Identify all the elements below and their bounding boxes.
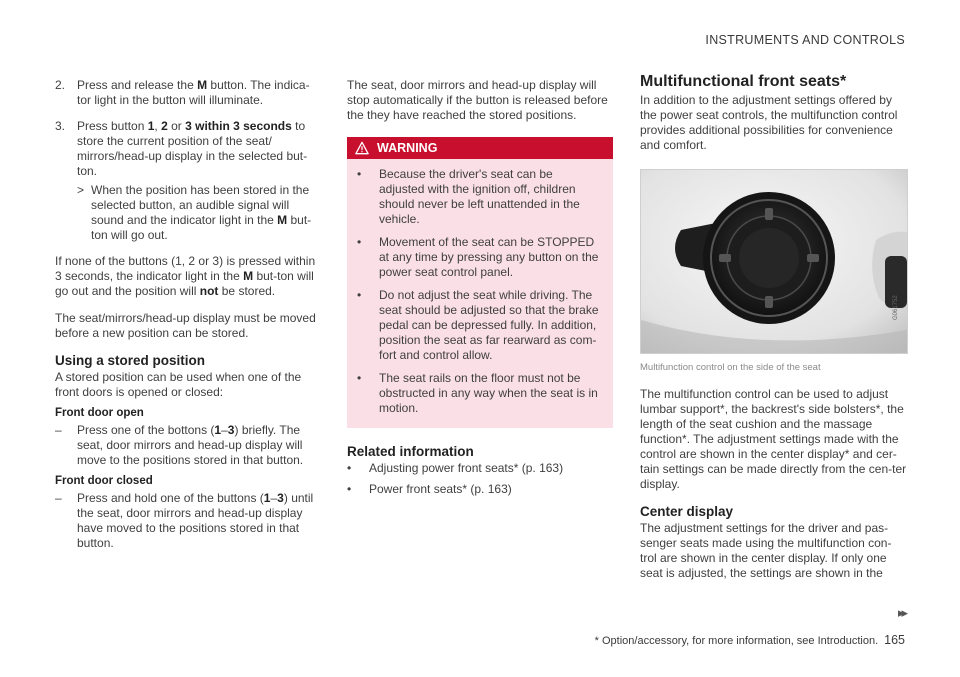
warning-triangle-icon (355, 141, 369, 155)
paragraph-not-pressed: If none of the buttons (1, 2 or 3) is pressed within 3 seconds, the indicator light in the M but-ton will go out and the position will not be stored. (55, 254, 316, 298)
heading-front-door-closed: Front door closed (55, 475, 153, 487)
heading-multifunctional-front-seats: Multifunctional front seats* (640, 73, 847, 90)
footer (595, 633, 905, 647)
result-bold: M (277, 213, 288, 227)
paragraph-stored-intro: A stored position can be used when one of the front doors is opened or closed: (55, 370, 302, 399)
seat-control-illustration (641, 170, 907, 353)
warning-item: • The seat rails on the floor must not be obstructed in any way when the seat is in motion. (357, 371, 598, 415)
step-3 (55, 119, 323, 243)
image-code: G061752 (893, 295, 899, 320)
footnote-text: * Option/accessory, for more information, see Introduction. (594, 635, 879, 647)
step-number: 2. (55, 78, 66, 92)
warning-item: • Because the driver's seat can be adjusted with the ignition off, children should never be left unattended in the vehicle. (357, 167, 580, 226)
paragraph-intro: In addition to the adjustment settings offered by the power seat controls, the multifunction control provides additional possibilities for convenience and comfort. (640, 93, 898, 152)
step-bold: 2 (161, 119, 168, 133)
paragraph-move-before: The seat/mirrors/head-up display must be moved before a new position can be stored. (55, 311, 316, 340)
related-link-power-seats[interactable]: • Power front seats* (p. 163) (347, 482, 512, 496)
warning-title: WARNING (377, 140, 438, 155)
column-middle (347, 78, 613, 503)
warning-item: • Do not adjust the seat while driving. The seat should be adjusted so that the brake pedal can be depressed fully. In addition, position the seat as far rearward as com-fort and control allow. (357, 288, 599, 362)
heading-using-stored-position: Using a stored position (55, 353, 206, 368)
step-text: Press button (77, 119, 148, 133)
step-text: , (154, 119, 162, 133)
step-result (77, 183, 323, 243)
step-bold: M (197, 78, 208, 92)
warning-header (347, 137, 613, 159)
column-right (640, 73, 908, 593)
result-text: but-ton will go out. (91, 213, 312, 242)
heading-center-display: Center display (640, 504, 734, 519)
page-section-title: INSTRUMENTS AND CONTROLS (705, 33, 905, 47)
result-marker: > (77, 183, 85, 197)
heading-front-door-open: Front door open (55, 407, 144, 419)
step-bold: 3 within 3 seconds (185, 119, 292, 133)
related-link-adjusting[interactable]: • Adjusting power front seats* (p. 163) (347, 461, 564, 475)
page-number: 165 (884, 633, 905, 647)
step-2 (55, 78, 323, 108)
step-number: 3. (55, 119, 66, 133)
warning-box (347, 137, 613, 428)
heading-related-information: Related information (347, 444, 474, 459)
paragraph-multifunction: The multifunction control can be used to adjust lumbar support*, the backrest's side bolsters*, the length of the seat cushion and the massage function*. The adjustment settings made with the control are shown in the center display* and cer-tain settings can be made directly from the cen-ter display. (640, 387, 907, 491)
warning-item: • Movement of the seat can be STOPPED at any time by pressing any button on the power seat control panel. (357, 235, 599, 279)
continued-arrow-icon: ▸▸ (897, 605, 905, 620)
result-text: When the position has been stored in the selected button, an audible signal will sound and the indicator light in the (91, 183, 310, 227)
multifunction-control-photo (640, 169, 908, 354)
instruction-front-door-open: – Press one of the bottons (1–3) briefly. The seat, door mirrors and head-up display will move to the positions stored in that button. (55, 423, 304, 467)
instruction-front-door-closed: – Press and hold one of the buttons (1–3) until the seat, door mirrors and head-up display have moved to the positions stored in that button. (55, 491, 314, 550)
step-bold: 1 (147, 119, 155, 133)
paragraph-center-display: The adjustment settings for the driver and pas-senger seats made using the multifunction con-trol are shown in the center display. If only one seat is adjusted, the settings are shown in the (640, 521, 892, 580)
step-text: button. The indica-tor light in the button will illuminate. (77, 78, 310, 107)
column-left (55, 78, 323, 557)
paragraph-auto-stop: The seat, door mirrors and head-up display will stop automatically if the button is released before the they have reached the stored positions. (347, 78, 608, 122)
step-text: to store the current position of the seat/ mirrors/head-up display in the selected but-ton. (77, 119, 308, 178)
photo-caption: Multifunction control on the side of the seat (640, 362, 821, 373)
step-text: Press and release the (77, 78, 198, 92)
step-text: or (167, 119, 186, 133)
